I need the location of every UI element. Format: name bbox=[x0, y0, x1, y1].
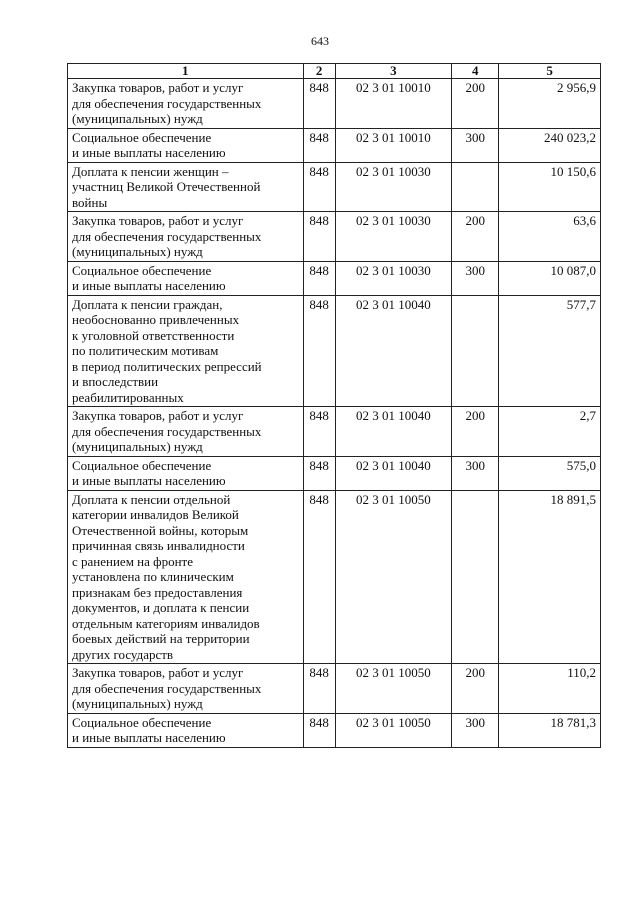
table-header bbox=[68, 64, 601, 79]
row-name-cell: Социальное обеспечение и иные выплаты населению bbox=[68, 128, 304, 162]
row-sum-cell: 110,2 bbox=[499, 664, 601, 714]
row-name-cell: Доплата к пенсии женщин – участниц Великой Отечественной войны bbox=[68, 162, 304, 212]
row-vr-cell: 200 bbox=[452, 407, 499, 457]
table-row bbox=[68, 162, 601, 212]
row-vr-cell: 300 bbox=[452, 261, 499, 295]
row-sum-cell: 18 781,3 bbox=[499, 713, 601, 747]
row-csr-cell: 02 3 01 10030 bbox=[335, 162, 452, 212]
row-grbs-cell: 848 bbox=[303, 261, 335, 295]
row-grbs-cell: 848 bbox=[303, 212, 335, 262]
table-row bbox=[68, 713, 601, 747]
table-row bbox=[68, 79, 601, 129]
row-sum-cell: 240 023,2 bbox=[499, 128, 601, 162]
row-sum-cell: 18 891,5 bbox=[499, 490, 601, 664]
row-vr-cell bbox=[452, 490, 499, 664]
row-csr-cell: 02 3 01 10040 bbox=[335, 456, 452, 490]
row-name-cell: Социальное обеспечение и иные выплаты населению bbox=[68, 456, 304, 490]
row-csr-cell: 02 3 01 10010 bbox=[335, 128, 452, 162]
row-grbs-cell: 848 bbox=[303, 128, 335, 162]
row-name-cell: Закупка товаров, работ и услуг для обеспечения государственных (муниципальных) нужд bbox=[68, 212, 304, 262]
row-vr-cell bbox=[452, 295, 499, 407]
table-row bbox=[68, 212, 601, 262]
header-row bbox=[68, 64, 601, 79]
row-grbs-cell: 848 bbox=[303, 456, 335, 490]
row-name-cell: Закупка товаров, работ и услуг для обеспечения государственных (муниципальных) нужд bbox=[68, 664, 304, 714]
row-csr-cell: 02 3 01 10050 bbox=[335, 664, 452, 714]
budget-table bbox=[67, 63, 601, 748]
table-row bbox=[68, 128, 601, 162]
header-col-1: 1 bbox=[68, 64, 304, 79]
row-name-cell: Социальное обеспечение и иные выплаты населению bbox=[68, 713, 304, 747]
row-grbs-cell: 848 bbox=[303, 162, 335, 212]
row-name-cell: Доплата к пенсии отдельной категории инвалидов Великой Отечественной войны, которым причинная связь инвалидности с ранением на фронте установлена по клиническим признакам без предоставления документов, и доплата к пенсии отдельным категориям инвалидов боевых действий на территории других государств bbox=[68, 490, 304, 664]
row-csr-cell: 02 3 01 10010 bbox=[335, 79, 452, 129]
row-csr-cell: 02 3 01 10050 bbox=[335, 490, 452, 664]
row-grbs-cell: 848 bbox=[303, 295, 335, 407]
row-sum-cell: 2,7 bbox=[499, 407, 601, 457]
row-sum-cell: 10 087,0 bbox=[499, 261, 601, 295]
row-sum-cell: 2 956,9 bbox=[499, 79, 601, 129]
header-col-2: 2 bbox=[303, 64, 335, 79]
row-vr-cell: 300 bbox=[452, 713, 499, 747]
row-grbs-cell: 848 bbox=[303, 664, 335, 714]
row-csr-cell: 02 3 01 10050 bbox=[335, 713, 452, 747]
table-row bbox=[68, 664, 601, 714]
table-row bbox=[68, 295, 601, 407]
row-sum-cell: 63,6 bbox=[499, 212, 601, 262]
table-body bbox=[68, 79, 601, 748]
row-vr-cell: 200 bbox=[452, 79, 499, 129]
table-row bbox=[68, 407, 601, 457]
row-vr-cell: 200 bbox=[452, 212, 499, 262]
row-vr-cell bbox=[452, 162, 499, 212]
row-csr-cell: 02 3 01 10030 bbox=[335, 261, 452, 295]
row-csr-cell: 02 3 01 10030 bbox=[335, 212, 452, 262]
row-csr-cell: 02 3 01 10040 bbox=[335, 407, 452, 457]
row-grbs-cell: 848 bbox=[303, 79, 335, 129]
row-grbs-cell: 848 bbox=[303, 713, 335, 747]
table-row bbox=[68, 490, 601, 664]
row-name-cell: Доплата к пенсии граждан, необоснованно привлеченных к уголовной ответственности по политическим мотивам в период политических репрессий и впоследствии реабилитированных bbox=[68, 295, 304, 407]
table-row bbox=[68, 456, 601, 490]
row-grbs-cell: 848 bbox=[303, 407, 335, 457]
header-col-4: 4 bbox=[452, 64, 499, 79]
row-vr-cell: 200 bbox=[452, 664, 499, 714]
row-csr-cell: 02 3 01 10040 bbox=[335, 295, 452, 407]
row-sum-cell: 577,7 bbox=[499, 295, 601, 407]
row-sum-cell: 575,0 bbox=[499, 456, 601, 490]
table-row bbox=[68, 261, 601, 295]
row-name-cell: Закупка товаров, работ и услуг для обеспечения государственных (муниципальных) нужд bbox=[68, 407, 304, 457]
header-col-5: 5 bbox=[499, 64, 601, 79]
row-vr-cell: 300 bbox=[452, 128, 499, 162]
row-grbs-cell: 848 bbox=[303, 490, 335, 664]
row-name-cell: Закупка товаров, работ и услуг для обеспечения государственных (муниципальных) нужд bbox=[68, 79, 304, 129]
row-name-cell: Социальное обеспечение и иные выплаты населению bbox=[68, 261, 304, 295]
row-sum-cell: 10 150,6 bbox=[499, 162, 601, 212]
page-number: 643 bbox=[311, 34, 329, 48]
row-vr-cell: 300 bbox=[452, 456, 499, 490]
header-col-3: 3 bbox=[335, 64, 452, 79]
